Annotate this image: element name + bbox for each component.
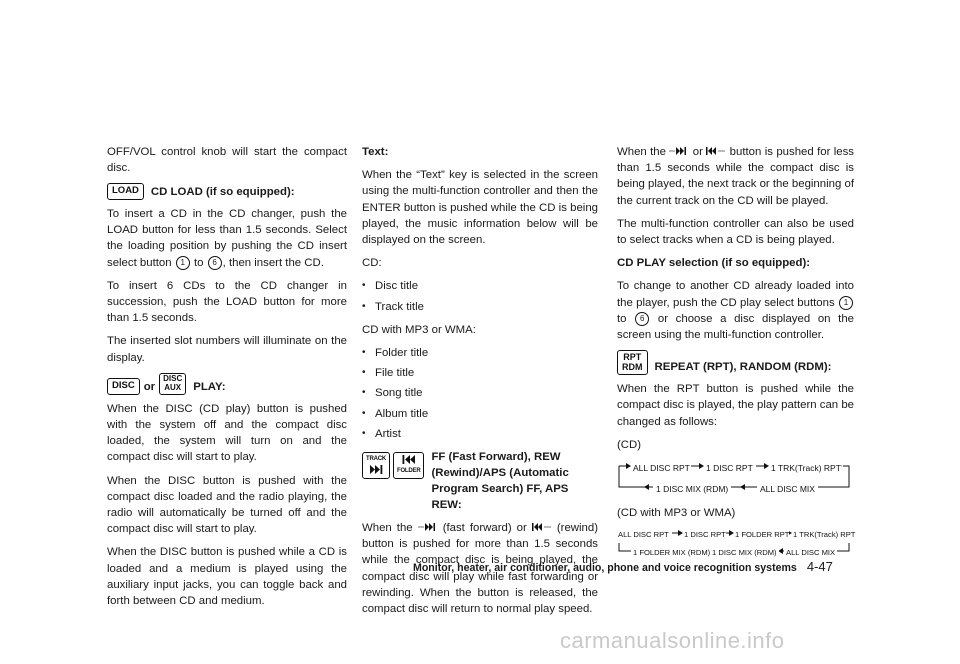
play-paragraph-3: When the DISC button is pushed while a CD is loaded and a medium is played using the auxiliary input jacks, you can toggle back and forth between CD and medium. [107, 546, 347, 607]
previous-track-inline-icon [706, 147, 726, 155]
rpt-heading-row [617, 350, 854, 375]
cd-flow-diagram [617, 457, 854, 499]
ff-heading-row [362, 449, 598, 513]
cd-label: CD: [362, 257, 382, 270]
controller-paragraph: The multi-function controller can also be used to select tracks when a CD is being played. [617, 217, 854, 247]
next-track-inline-icon [669, 147, 689, 155]
disc-button-icon: DISC [107, 378, 140, 395]
flow-node: 1 TRK(Track) RPT [771, 460, 841, 476]
load-heading-row [107, 183, 347, 200]
list-item: • Track title [362, 299, 598, 315]
rpt-icon-line1: RPT [623, 352, 642, 363]
load-p1-text-b: , then insert the CD. [222, 256, 324, 269]
ff-p-text-b: (fast forward) or [442, 522, 527, 535]
mp3-flow-label: (CD with MP3 or WMA) [617, 507, 736, 520]
flow-node: 1 DISC RPT [706, 460, 753, 476]
to-text: to [617, 312, 627, 325]
list-item: • Artist [362, 426, 598, 442]
flow-node: 1 DISC MIX (RDM) [710, 545, 779, 561]
track-mini-label: TRACK [366, 456, 386, 463]
disc-aux-icon-line1: DISC [163, 374, 183, 384]
load-paragraph-2: To insert 6 CDs to the CD changer in succession, push the LOAD button for more than 1.5 seconds. [107, 279, 347, 325]
list-item: • Folder title [362, 345, 598, 361]
cd-info-list [362, 278, 598, 314]
button-1-icon: 1 [176, 256, 190, 270]
list-item: • Song title [362, 385, 598, 401]
button-6-icon: 6 [208, 256, 222, 270]
column-right [617, 144, 854, 572]
fast-forward-icon [362, 452, 390, 479]
text-paragraph: When the “Text” key is selected in the screen using the multi-function controller and then the ENTER button is pushed while the CD is being played, the music information below will be displayed on the screen. [362, 169, 598, 247]
flow-node: ALL DISC RPT [617, 527, 670, 543]
page-footer [413, 559, 833, 574]
ff-p-text-c: (rewind) button is pushed for more than 1.5 seconds while the compact disc is being played, the compact disc will play while fast forwarding or rewinding. When the button is released, the compact disc will return to normal play speed. [362, 522, 599, 616]
play-heading: PLAY: [193, 380, 226, 393]
play-selection-paragraph [617, 278, 854, 343]
to-text: to [193, 256, 204, 269]
page-number: 4-47 [806, 559, 833, 574]
column-left [107, 144, 347, 616]
rpt-heading: REPEAT (RPT), RANDOM (RDM): [654, 361, 832, 374]
p1-text-b: button is pushed for less than 1.5 seconds while the compact disc is being played, the next track or the beginning of the current track on the CD will be played. [617, 146, 854, 207]
intro-paragraph: OFF/VOL control knob will start the compact disc. [107, 146, 347, 175]
play-paragraph-2: When the DISC button is pushed with the compact disc loaded and the radio playing, the radio will automatically be turned off and the compact disc will start to play. [107, 474, 347, 536]
folder-mini-label: FOLDER [397, 467, 421, 474]
ff-heading: FF (Fast Forward), REW (Rewind)/APS (Automatic Program Search) FF, APS REW: [431, 451, 569, 512]
flow-node: ALL DISC MIX [784, 545, 837, 561]
load-button-icon: LOAD [107, 183, 144, 200]
footer-title: Monitor, heater, air conditioner, audio, phone and voice recognition systems [413, 562, 797, 574]
or-text: or [143, 380, 156, 393]
text-heading: Text: [362, 146, 389, 158]
rewind-inline-icon [532, 523, 552, 531]
button-1-icon: 1 [839, 296, 853, 310]
load-heading: CD LOAD (if so equipped): [150, 185, 295, 198]
list-item: • Album title [362, 406, 598, 422]
watermark: carmanualsonline.info [560, 628, 785, 653]
fast-forward-inline-icon [418, 523, 438, 531]
p1-text-a: When the [617, 146, 666, 158]
flow-node: 1 FOLDER MIX (RDM) [631, 545, 712, 561]
flow-node: 1 DISC RPT [684, 527, 726, 543]
rpt-paragraph: When the RPT button is pushed while the compact disc is played, the play pattern can be changed as follows: [617, 383, 854, 428]
play-sel-text-a: To change to another CD already loaded into the player, push the CD play select buttons [617, 280, 854, 309]
rpt-icon-line2: RDM [622, 361, 643, 372]
disc-aux-icon-line2: AUX [164, 382, 182, 392]
flow-node: ALL DISC RPT [633, 460, 690, 476]
load-paragraph-3: The inserted slot numbers will illuminate on the display. [107, 335, 347, 364]
rewind-icon [393, 452, 424, 479]
ff-p-text-a: When the [362, 522, 413, 535]
play-paragraph-1: When the DISC (CD play) button is pushed with the system off and the compact disc loaded, the system will turn on and the compact disc will start to play. [107, 402, 347, 464]
load-paragraph-1 [107, 206, 347, 271]
cd-flow-label: (CD) [617, 438, 642, 451]
p1-or-text: or [692, 146, 703, 158]
button-6-icon: 6 [635, 312, 649, 326]
play-sel-text-b: or choose a disc displayed on the screen using the multi-function controller. [617, 312, 855, 342]
track-skip-paragraph [617, 144, 854, 209]
mp3-info-list [362, 345, 598, 442]
rpt-rdm-button-icon [617, 350, 648, 375]
flow-node: 1 TRK(Track) RPT [793, 527, 855, 543]
flow-node: ALL DISC MIX [757, 481, 818, 497]
disc-aux-button-icon [159, 373, 186, 395]
ff-rew-icons [362, 452, 424, 479]
flow-node: 1 DISC MIX (RDM) [653, 481, 731, 497]
play-selection-heading: CD PLAY selection (if so equipped): [617, 257, 811, 270]
column-middle [362, 144, 598, 624]
load-p1-text-a: To insert a CD in the CD changer, push the LOAD button for less than 1.5 seconds. Select the loading position by pushing the CD insert select button [107, 207, 347, 269]
flow-node: 1 FOLDER RPT [735, 527, 789, 543]
play-heading-row [107, 373, 347, 395]
list-item: • File title [362, 365, 598, 381]
list-item: • Disc title [362, 278, 598, 294]
mp3-label: CD with MP3 or WMA: [362, 323, 476, 336]
